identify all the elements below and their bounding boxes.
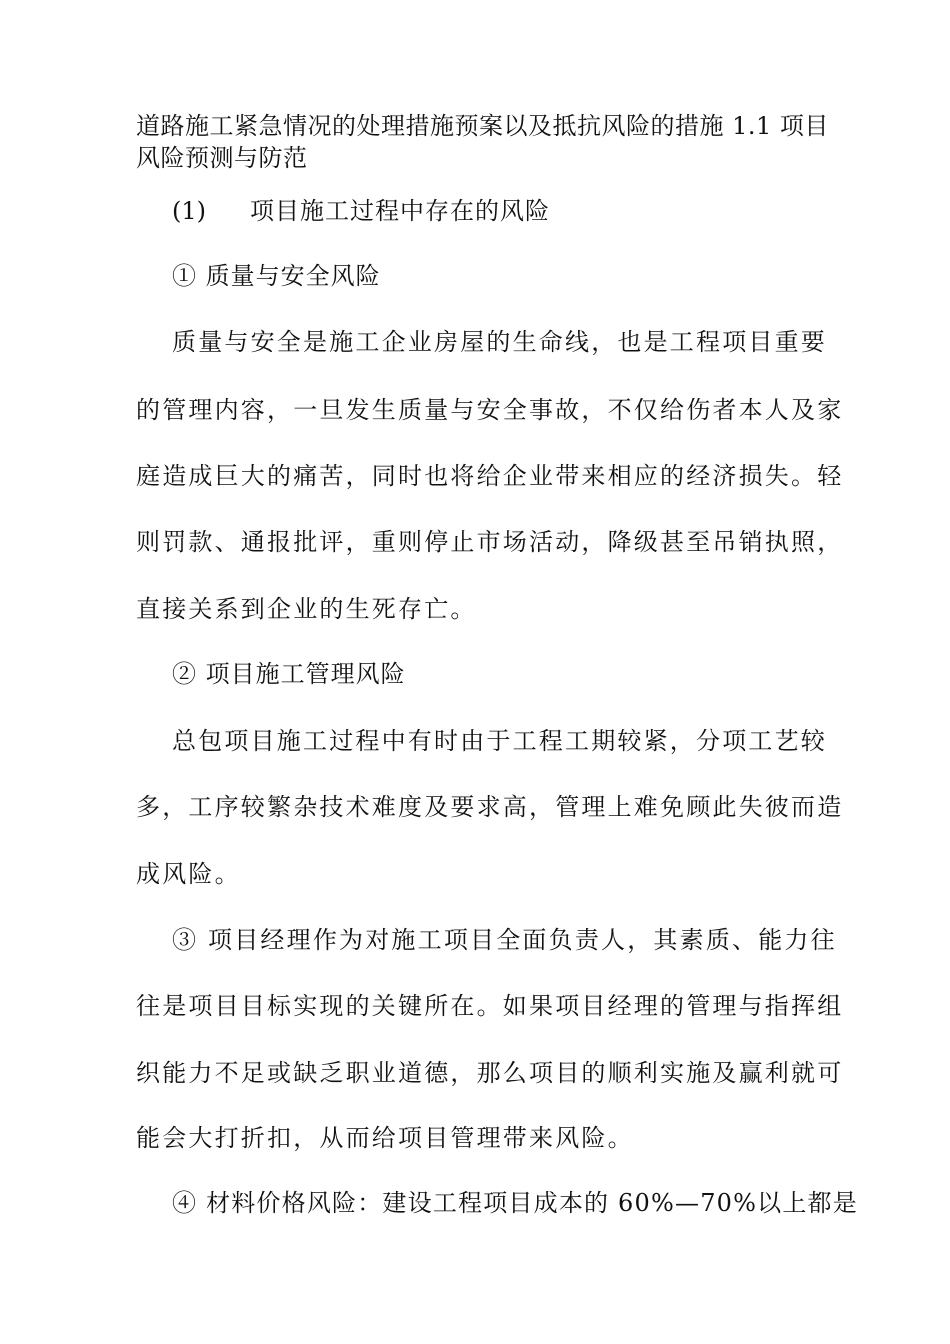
section-heading: 项目施工过程中存在的风险 xyxy=(250,197,550,225)
item-2-line: 总包项目施工过程中有时由于工程工期较紧，分项工艺较 xyxy=(172,727,827,755)
item-3-line: 织能力不足或缺乏职业道德，那么项目的顺利实施及赢利就可 xyxy=(136,1059,844,1087)
item-2-heading: ② 项目施工管理风险 xyxy=(172,660,406,688)
section-number: (1) xyxy=(172,197,206,225)
item-1-line: 质量与安全是施工企业房屋的生命线，也是工程项目重要 xyxy=(172,328,827,356)
item-1-line: 直接关系到企业的生死存亡。 xyxy=(136,595,477,623)
item-3-line: 能会大打折扣，从而给项目管理带来风险。 xyxy=(136,1124,634,1152)
item-4-line: ④ 材料价格风险：建设工程项目成本的 60%—70%以上都是 xyxy=(172,1189,858,1217)
item-1-line: 则罚款、通报批评，重则停止市场活动，降级甚至吊销执照， xyxy=(136,528,844,556)
item-1-line: 的管理内容，一旦发生质量与安全事故，不仅给伤者本人及家 xyxy=(136,396,844,424)
document-title: 道路施工紧急情况的处理措施预案以及抵抗风险的措施 1.1 项目风险预测与防范 xyxy=(136,112,829,172)
item-2-line: 多，工序较繁杂技术难度及要求高，管理上难免顾此失彼而造 xyxy=(136,793,844,821)
item-2-line: 成风险。 xyxy=(136,860,241,888)
item-1-heading: ① 质量与安全风险 xyxy=(172,262,381,290)
item-1-line: 庭造成巨大的痛苦，同时也将给企业带来相应的经济损失。轻 xyxy=(136,462,844,490)
item-3-line: ③ 项目经理作为对施工项目全面负责人，其素质、能力往 xyxy=(172,926,837,954)
item-3-line: 往是项目目标实现的关键所在。如果项目经理的管理与指挥组 xyxy=(136,992,844,1020)
